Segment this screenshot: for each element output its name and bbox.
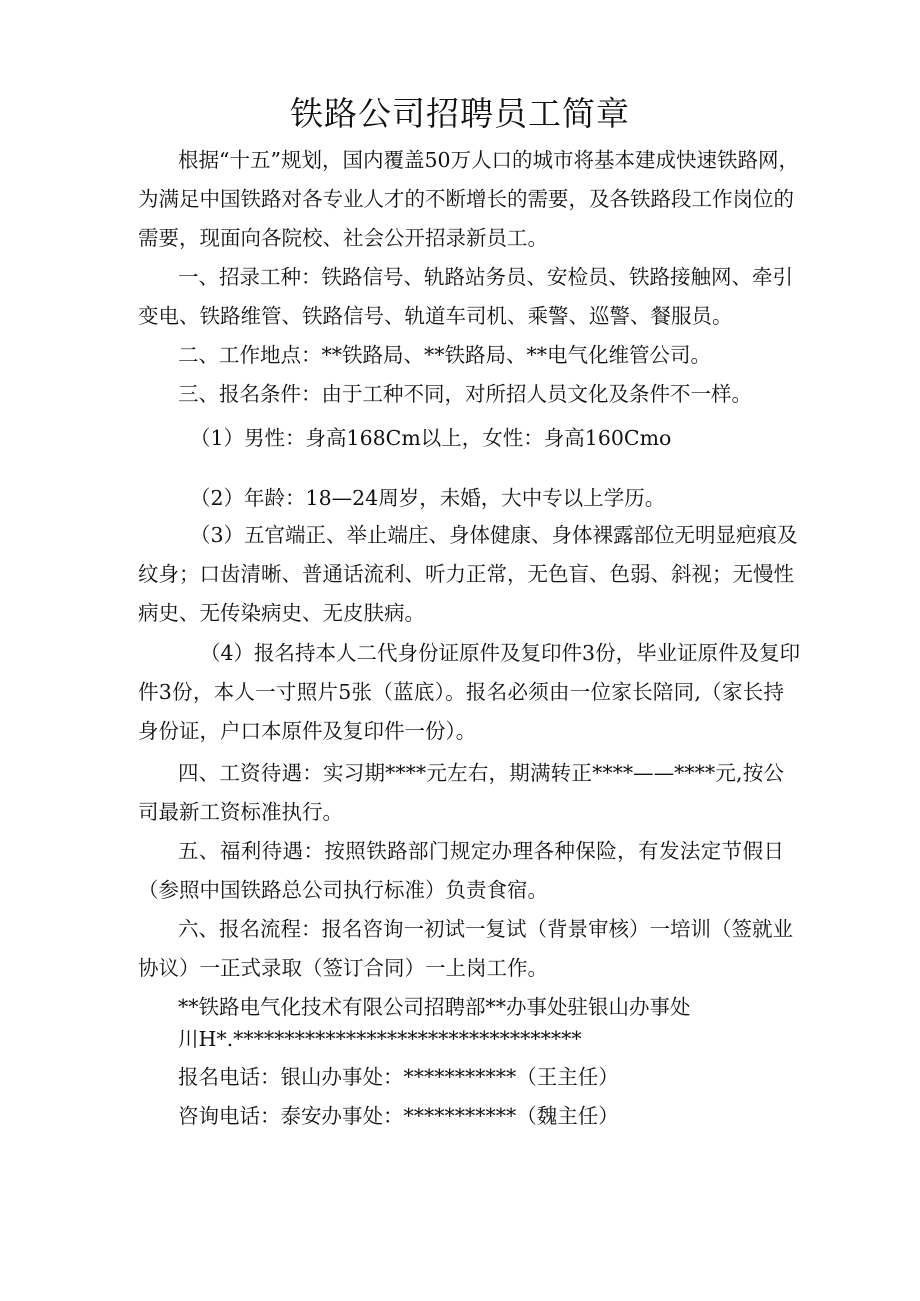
section3-item-4-line-1: （4）报名持本人二代身份证原件及复印件3份，毕业证原件及复印 [200,641,801,665]
section4-line-2: 司最新工资标准执行。 [138,800,343,824]
contact-address: 川H*.********************************** [178,1027,582,1051]
section3-item-1: （1）男性：身高168Cm以上，女性：身高160Cmo [190,426,672,450]
section3-line-1: 三、报名条件：由于工种不同，对所招人员文化及条件不一样。 [178,382,752,406]
section3-item-4-line-2: 件3份，本人一寸照片5张（蓝底）。报名必须由一位家长陪同,（家长持 [138,680,784,704]
section6-line-2: 协议）一正式录取（签订合同）一上岗工作。 [138,956,548,980]
page-title: 铁路公司招聘员工简章 [290,94,630,133]
section3-item-3-line-2: 纹身；口齿清晰、普通话流利、听力正常，无色盲、色弱、斜视；无慢性 [138,562,794,586]
contact-phone-consult: 咨询电话：泰安办事处：***********（魏主任） [178,1104,619,1128]
section3-item-4-line-3: 身份证，户口本原件及复印件一份）。 [138,719,477,743]
section4-line-1: 四、工资待遇：实习期****元左右，期满转正****——****元,按公 [178,761,784,785]
section5-line-1: 五、福利待遇：按照铁路部门规定办理各种保险，有发法定节假日 [178,839,784,863]
intro-line-2: 为满足中国铁路对各专业人才的不断增长的需要，及各铁路段工作岗位的 [138,187,794,211]
intro-line-1: 根据“十五”规划，国内覆盖50万人口的城市将基本建成快速铁路网， [178,148,800,172]
intro-line-3: 需要，现面向各院校、社会公开招录新员工。 [138,226,548,250]
section3-item-3-line-3: 病史、无传染病史、无皮肤病。 [138,601,425,625]
contact-phone-signup: 报名电话：银山办事处：***********（王主任） [178,1065,619,1089]
section2-line-1: 二、工作地点：**铁路局、**铁路局、**电气化维管公司。 [178,343,711,367]
section3-item-3-line-1: （3）五官端正、举止端庄、身体健康、身体裸露部位无明显疤痕及 [190,523,798,547]
section3-item-2: （2）年龄：18—24周岁，未婚，大中专以上学历。 [190,486,666,510]
section6-line-1: 六、报名流程：报名咨询一初试一复试（背景审核）一培训（签就业 [178,917,793,941]
section5-line-2: （参照中国铁路总公司执行标准）负责食宿。 [138,878,548,902]
contact-company: **铁路电气化技术有限公司招聘部**办事处驻银山办事处 [178,995,691,1019]
section1-line-1: 一、招录工种：铁路信号、轨路站务员、安检员、铁路接触网、牵引 [178,265,793,289]
section1-line-2: 变电、铁路维管、铁路信号、轨道车司机、乘警、巡警、餐服员。 [138,304,733,328]
